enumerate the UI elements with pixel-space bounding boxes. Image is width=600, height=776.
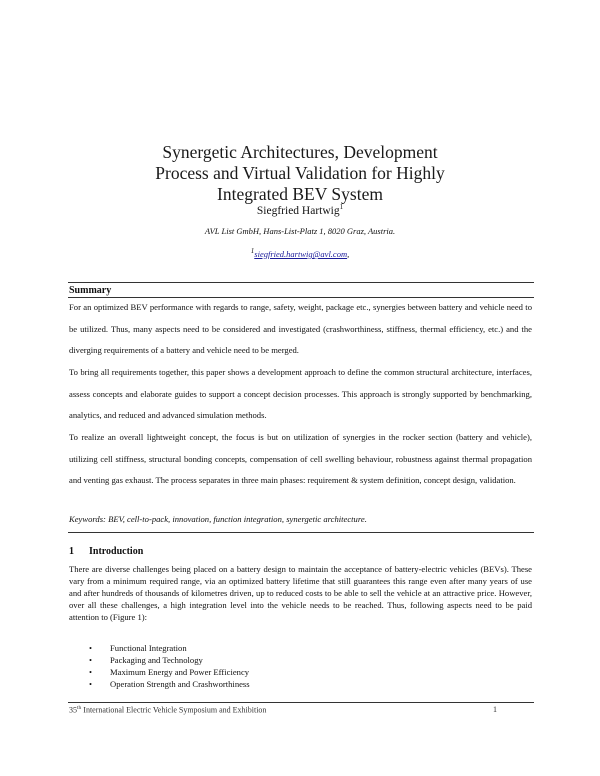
- summary-heading: Summary: [69, 285, 112, 296]
- keywords: Keywords: BEV, cell-to-pack, innovation, function integration, synergetic architecture.: [69, 514, 367, 524]
- list-item: • Operation Strength and Crashworthiness: [89, 678, 250, 690]
- author-line: [0, 203, 600, 217]
- email-link[interactable]: siegfried.hartwig@avl.com: [254, 248, 348, 259]
- summary-paragraph: For an optimized BEV performance with regards to range, safety, weight, package etc., synergies between battery and vehicle need to be utilized. Thus, many aspects need to be considered and investigated (crashworthiness, stiffness, thermal efficiency, etc.) and the diverging requirements of a battery and vehicle need to be merged.: [69, 302, 532, 355]
- footer-rule: [68, 702, 534, 703]
- section-number: 1: [69, 546, 74, 557]
- email-suffix: ,: [347, 248, 350, 259]
- section-title: Introduction: [89, 546, 144, 557]
- email-superscript: 1: [250, 247, 255, 255]
- summary-paragraph: To bring all requirements together, this paper shows a development approach to define the common structural architecture, interfaces, assess concepts and elaborate guides to support a concept decision processes. This approach is strongly supported by benchmarking, analytics, and reduced and advanced simulation methods.: [69, 367, 532, 420]
- author-name: Siegfried Hartwig: [256, 204, 340, 217]
- title-line: Process and Virtual Validation for Highly: [155, 163, 445, 183]
- summary-top-rule: [68, 282, 534, 283]
- affiliation: AVL List GmbH, Hans-List-Platz 1, 8020 Graz, Austria.: [204, 226, 396, 236]
- title-line: Synergetic Architectures, Development: [162, 142, 438, 162]
- summary-paragraph: To realize an overall lightweight concept, the focus is but on utilization of synergies in the rocker section (battery and vehicle), utilizing cell stiffness, structural bonding concepts, compensation of cell swelling behaviour, robustness against thermal propagation and venting gas exhaust. The process separates in three main phases: requirement & system definition, concept design, validation.: [69, 432, 532, 485]
- list-item: • Functional Integration: [89, 642, 250, 654]
- list-item: • Maximum Energy and Power Efficiency: [89, 666, 250, 678]
- keywords-rule: [68, 532, 534, 533]
- author-superscript: 1: [339, 203, 344, 211]
- page-footer: [69, 705, 529, 715]
- footer-ordinal: th: [77, 705, 82, 711]
- introduction-paragraph: There are diverse challenges being placed on a battery design to maintain the acceptance of battery-electric vehicles (BEVs). These vary from a minimum required range, via an optimized battery lifetime that still guarantees this range even after many years of use and after hundreds of thousands of kilometres driven, up to reduced costs to be able to sell the vehicle at an attractive price. However, over all these challenges, a high integration level into the vehicle needs to be reached. Thus, following aspects need to be paid attention to (Figure 1):: [69, 564, 532, 622]
- page-number: 1: [493, 705, 497, 714]
- footer-event-name: International Electric Vehicle Symposium and Exhibition: [81, 705, 267, 715]
- section-heading-introduction: [69, 546, 143, 557]
- list-item: • Packaging and Technology: [89, 654, 250, 666]
- email-line: [0, 247, 600, 259]
- aspects-list: [89, 642, 250, 690]
- paper-title: [0, 142, 600, 205]
- footer-event-number: 35: [69, 705, 77, 715]
- title-line: Integrated BEV System: [217, 184, 383, 204]
